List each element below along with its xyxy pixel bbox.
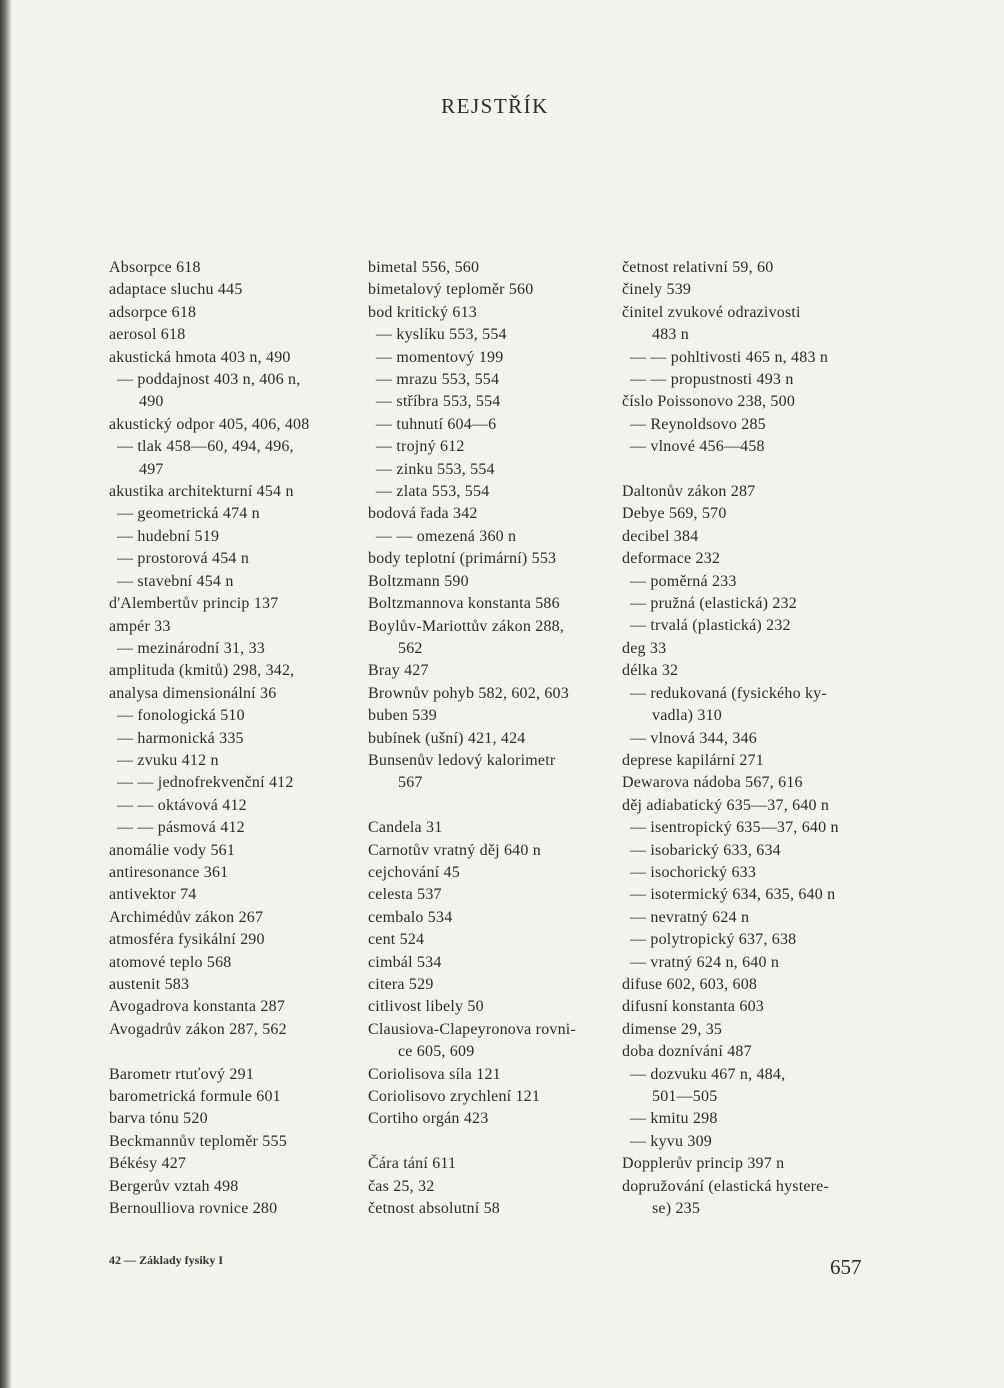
index-entry: — isochorický 633 <box>630 863 757 881</box>
book-spine-shadow <box>0 0 12 1388</box>
index-entry: četnost relativní 59, 60 <box>622 259 774 276</box>
index-entry: ampér 33 <box>109 617 171 635</box>
index-entry: četnost absolutní 58 <box>368 1200 500 1218</box>
index-entry: Bray 427 <box>368 662 429 680</box>
index-column-2 <box>368 257 620 1220</box>
index-entry: čas 25, 32 <box>368 1177 435 1195</box>
index-entry: aerosol 618 <box>109 326 186 344</box>
index-entry: — geometrická 474 n <box>117 505 260 523</box>
index-entry: — stříbra 553, 554 <box>376 393 501 411</box>
index-column-1 <box>109 257 359 1220</box>
index-entry: — kyslíku 553, 554 <box>376 326 507 344</box>
index-entry: — vlnové 456—458 <box>630 438 765 456</box>
section-gap <box>368 1131 620 1153</box>
index-entry: citlivost libely 50 <box>368 998 484 1016</box>
index-entry: bodová řada 342 <box>368 505 478 523</box>
index-entry: 490 <box>139 393 164 411</box>
index-entry: — momentový 199 <box>376 348 504 366</box>
index-column-3 <box>622 257 877 1220</box>
index-entry: — poddajnost 403 n, 406 n, <box>117 371 301 389</box>
index-entry: Avogadrova konstanta 287 <box>109 998 286 1016</box>
index-entry: cent 524 <box>368 931 425 949</box>
index-entry: akustika architekturní 454 n <box>109 483 294 501</box>
index-entry: Boltzmannova konstanta 586 <box>368 595 560 613</box>
index-entry: atmosféra fysikální 290 <box>109 931 265 949</box>
index-entry: — zlata 553, 554 <box>376 483 490 501</box>
index-entry: — mrazu 553, 554 <box>376 371 500 389</box>
index-entry: Brownův pohyb 582, 602, 603 <box>368 684 569 702</box>
index-entry: — isotermický 634, 635, 640 n <box>630 886 836 904</box>
index-entry: — trvalá (plastická) 232 <box>630 617 791 635</box>
index-entry: Absorpce 618 <box>109 259 201 276</box>
index-entry: Archimédův zákon 267 <box>109 908 264 926</box>
index-entry: — — omezená 360 n <box>376 527 517 545</box>
index-entry: — kmitu 298 <box>630 1110 718 1128</box>
index-entry: číslo Poissonovo 238, 500 <box>622 393 796 411</box>
index-entry: celesta 537 <box>368 886 442 904</box>
book-footer: 42 — Základy fysiky I <box>109 1253 224 1267</box>
section-gap <box>622 459 877 481</box>
index-entry: doba doznívání 487 <box>622 1043 752 1061</box>
index-entry: — poměrná 233 <box>630 572 737 590</box>
index-entry: akustická hmota 403 n, 490 <box>109 348 291 366</box>
index-entry: — stavební 454 n <box>117 572 234 590</box>
index-entry: buben 539 <box>368 707 437 725</box>
index-entry: bimetalový teploměr 560 <box>368 281 534 299</box>
index-entry: — isentropický 635—37, 640 n <box>630 819 839 837</box>
index-entry: bimetal 556, 560 <box>368 259 480 276</box>
index-entry: deg 33 <box>622 639 667 657</box>
index-entry: Avogadrův zákon 287, 562 <box>109 1020 287 1038</box>
index-entry: — trojný 612 <box>376 438 465 456</box>
index-entry: — vratný 624 n, 640 n <box>630 953 780 971</box>
index-entry: dopružování (elastická hystere- <box>622 1177 830 1195</box>
index-entry: 497 <box>139 460 164 478</box>
index-entry: cejchování 45 <box>368 863 460 881</box>
index-entry: — vlnová 344, 346 <box>630 729 757 747</box>
index-entry: Bergerův vztah 498 <box>109 1177 239 1195</box>
index-entry: Carnotův vratný děj 640 n <box>368 841 541 859</box>
index-entry: Candela 31 <box>368 819 443 837</box>
index-entry: dimense 29, 35 <box>622 1020 723 1038</box>
page-number: 657 <box>830 1255 862 1279</box>
index-entry: — — propustnosti 493 n <box>630 371 794 389</box>
index-entry: — hudební 519 <box>117 527 220 545</box>
index-entry: deformace 232 <box>622 550 721 568</box>
index-entry: Debye 569, 570 <box>622 505 727 523</box>
index-entry: — redukovaná (fysického ky- <box>630 684 827 702</box>
index-entry: — tlak 458—60, 494, 496, <box>117 438 294 456</box>
index-entry: Coriolisova síla 121 <box>368 1065 501 1083</box>
index-entry: d'Alembertův princip 137 <box>109 595 279 613</box>
index-entry: ce 605, 609 <box>398 1043 475 1061</box>
index-entry: Beckmannův teploměr 555 <box>109 1132 287 1150</box>
index-entry: Bunsenův ledový kalorimetr <box>368 751 556 769</box>
index-entry: — polytropický 637, 638 <box>630 931 797 949</box>
index-entry: bubínek (ušní) 421, 424 <box>368 729 526 747</box>
index-entry: 567 <box>398 774 423 792</box>
index-entry: — mezinárodní 31, 33 <box>117 639 265 657</box>
section-gap <box>109 1041 359 1063</box>
index-entry: antiresonance 361 <box>109 863 229 881</box>
index-entry: činitel zvukové odrazivosti <box>622 303 801 321</box>
index-entry: cembalo 534 <box>368 908 453 926</box>
index-entry: adaptace sluchu 445 <box>109 281 243 299</box>
index-entry: adsorpce 618 <box>109 303 197 321</box>
index-entry: — pružná (elastická) 232 <box>630 595 797 613</box>
index-entry: Békésy 427 <box>109 1155 187 1173</box>
index-entry: — zinku 553, 554 <box>376 460 495 478</box>
index-entry: analysa dimensionální 36 <box>109 684 277 702</box>
index-entry: 483 n <box>652 326 689 344</box>
index-entry: — tuhnutí 604—6 <box>376 415 497 433</box>
index-entry: atomové teplo 568 <box>109 953 232 971</box>
index-entry: — — oktávová 412 <box>117 796 247 814</box>
index-entry: difusní konstanta 603 <box>622 998 764 1016</box>
index-entry: akustický odpor 405, 406, 408 <box>109 415 310 433</box>
index-entry: Dopplerův princip 397 n <box>622 1155 785 1173</box>
index-entry: Boltzmann 590 <box>368 572 469 590</box>
index-entry: deprese kapilární 271 <box>622 751 764 769</box>
index-entry: Boylův-Mariottův zákon 288, <box>368 617 565 635</box>
index-entry: — prostorová 454 n <box>117 550 250 568</box>
index-entry: — dozvuku 467 n, 484, <box>630 1065 786 1083</box>
index-entry: anomálie vody 561 <box>109 841 236 859</box>
index-entry: — isobarický 633, 634 <box>630 841 781 859</box>
index-entry: — kyvu 309 <box>630 1132 712 1150</box>
index-entry: decibel 384 <box>622 527 699 545</box>
index-entry: barva tónu 520 <box>109 1110 208 1128</box>
index-entry: — — pásmová 412 <box>117 819 245 837</box>
index-entry: činely 539 <box>622 281 692 299</box>
index-entry: body teplotní (primární) 553 <box>368 550 557 568</box>
index-entry: Barometr rtuťový 291 <box>109 1065 255 1083</box>
index-entry: Clausiova-Clapeyronova rovni- <box>368 1020 576 1038</box>
index-entry: Dewarova nádoba 567, 616 <box>622 774 803 792</box>
index-entry: citera 529 <box>368 975 434 993</box>
index-entry: Daltonův zákon 287 <box>622 483 756 501</box>
index-entry: délka 32 <box>622 662 679 680</box>
index-entry: se) 235 <box>652 1200 701 1218</box>
index-entry: difuse 602, 603, 608 <box>622 975 758 993</box>
index-entry: 562 <box>398 639 423 657</box>
index-entry: amplituda (kmitů) 298, 342, <box>109 662 295 680</box>
index-entry: — — jednofrekvenční 412 <box>117 774 294 792</box>
page-title: REJSTŘÍK <box>441 94 549 118</box>
section-gap <box>368 795 620 817</box>
index-entry: austenit 583 <box>109 976 190 993</box>
index-entry: Cortiho orgán 423 <box>368 1110 489 1128</box>
index-entry: Bernoulliova rovnice 280 <box>109 1200 278 1218</box>
index-entry: — fonologická 510 <box>117 707 245 725</box>
index-entry: cimbál 534 <box>368 953 442 971</box>
index-entry: vadla) 310 <box>652 707 722 725</box>
index-entry: Čára tání 611 <box>368 1155 457 1173</box>
index-entry: — — pohltivosti 465 n, 483 n <box>630 348 829 366</box>
index-entry: barometrická formule 601 <box>109 1088 281 1106</box>
index-entry: děj adiabatický 635—37, 640 n <box>622 796 830 814</box>
index-entry: antivektor 74 <box>109 886 197 904</box>
index-entry: 501—505 <box>652 1088 718 1106</box>
index-entry: — harmonická 335 <box>117 729 244 747</box>
index-entry: — nevratný 624 n <box>630 908 750 926</box>
index-entry: Coriolisovo zrychlení 121 <box>368 1088 541 1106</box>
index-entry: bod kritický 613 <box>368 303 477 321</box>
index-entry: — Reynoldsovo 285 <box>630 415 766 433</box>
index-entry: — zvuku 412 n <box>117 751 219 769</box>
